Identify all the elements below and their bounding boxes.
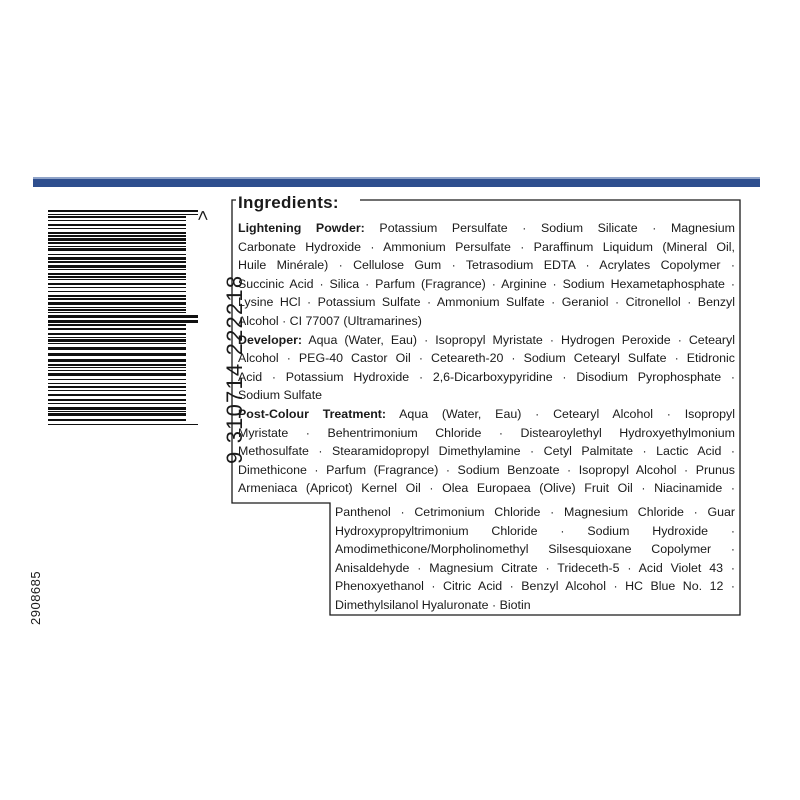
barcode-bar <box>48 419 186 421</box>
barcode-bar <box>48 403 186 404</box>
ingredient-section-label: Lightening Powder: <box>238 221 365 235</box>
barcode-bar <box>48 343 186 344</box>
barcode-bar <box>48 287 186 288</box>
barcode-bar <box>48 379 186 380</box>
barcode-bar <box>48 324 186 326</box>
barcode-bar <box>48 220 186 221</box>
barcode-bar <box>48 276 186 278</box>
ingredient-line: Lysine HCl · Potassium Sulfate · Ammonium Sulfate · Geraniol · Citronellol · Benzyl <box>238 295 735 310</box>
barcode-bar <box>48 283 186 285</box>
ingredient-line: Post-Colour Treatment: Aqua (Water, Eau) · Cetearyl Alcohol · Isopropyl <box>238 406 735 421</box>
barcode-bar <box>48 328 186 330</box>
barcode-bar <box>48 312 186 313</box>
barcode-bar <box>48 413 186 416</box>
barcode-bar <box>48 390 186 391</box>
barcode-bar <box>48 386 186 388</box>
barcode-bar <box>48 373 186 376</box>
barcode-bar <box>48 337 186 338</box>
barcode-bar <box>48 265 186 268</box>
ingredients-text-upper <box>238 219 735 498</box>
barcode-number-text: 9 310714 222218 <box>222 274 247 464</box>
barcode-bar <box>48 261 186 263</box>
barcode-arrow: > <box>192 210 213 221</box>
ingredient-section-label: Developer: <box>238 332 303 347</box>
barcode-bar <box>48 320 198 323</box>
ingredient-line: Alcohol · PEG-40 Castor Oil · Ceteareth-20 · Sodium Cetearyl Sulfate · Etidronic <box>238 351 735 366</box>
barcode-bar <box>48 254 186 255</box>
barcode-bar <box>48 224 186 226</box>
barcode-bars <box>48 210 198 432</box>
barcode-bar <box>48 353 186 356</box>
barcode-bar <box>48 364 186 366</box>
ingredient-line: Myristate · Behentrimonium Chloride · Distearoylethyl Hydroxyethylmonium <box>238 425 735 440</box>
product-code: 2908685 <box>28 570 43 625</box>
barcode-bar <box>48 383 186 384</box>
ingredient-line: Alcohol · CI 77007 (Ultramarines) <box>238 313 422 328</box>
barcode-bar <box>48 214 198 215</box>
ingredient-line: Hydroxypropyltrimonium Chloride · Sodium Hydroxide · <box>335 523 735 538</box>
barcode-bar <box>48 216 186 218</box>
barcode-bar <box>48 210 198 212</box>
barcode-bar <box>48 238 186 241</box>
barcode-bar <box>48 347 186 350</box>
barcode-bar <box>48 359 186 362</box>
barcode-number <box>190 206 247 466</box>
barcode-bar <box>48 367 186 368</box>
barcode-bar <box>48 232 186 234</box>
ingredients-title: Ingredients: <box>238 193 339 212</box>
ingredient-line: Acid · Potassium Hydroxide · 2,6-Dicarboxypyridine · Disodium Pyrophosphate · <box>238 369 735 384</box>
barcode-bar <box>48 235 186 237</box>
barcode-bar <box>48 315 198 318</box>
ingredient-line: Succinic Acid · Silica · Parfum (Fragrance) · Arginine · Sodium Hexametaphosphate · <box>238 276 735 291</box>
barcode-bar <box>48 298 186 300</box>
ingredient-line: Methosulfate · Stearamidopropyl Dimethylamine · Cetyl Palmitate · Lactic Acid · <box>238 444 735 459</box>
ingredient-line: Dimethicone · Parfum (Fragrance) · Sodium Benzoate · Isopropyl Alcohol · Prunus <box>238 462 735 477</box>
ingredient-line: Amodimethicone/Morpholinomethyl Silsesquioxane Copolymer · <box>335 542 735 557</box>
ingredient-line: Armeniaca (Apricot) Kernel Oil · Olea Europaea (Olive) Fruit Oil · Niacinamide · <box>238 481 735 496</box>
barcode-bar <box>48 248 186 251</box>
ingredients-text-lower <box>335 503 735 615</box>
barcode-bar <box>48 333 186 335</box>
ingredient-line: Panthenol · Cetrimonium Chloride · Magnesium Chloride · Guar <box>335 505 735 519</box>
barcode-bar <box>48 228 186 229</box>
barcode-bar <box>48 295 186 297</box>
ingredient-line: Dimethylsilanol Hyaluronate · Biotin <box>335 597 531 612</box>
barcode-bar <box>48 273 186 275</box>
barcode-bar <box>48 339 186 342</box>
barcode-bar <box>48 424 198 425</box>
barcode-bar <box>48 291 186 292</box>
barcode-bar <box>48 269 186 270</box>
barcode-bar <box>48 242 186 244</box>
ingredient-line: Anisaldehyde · Magnesium Citrate · Trideceth-5 · Acid Violet 43 · <box>335 560 735 575</box>
ingredient-line: Carbonate Hydroxide · Ammonium Persulfate · Paraffinum Liquidum (Mineral Oil, <box>238 239 735 254</box>
barcode-bar <box>48 411 186 412</box>
ingredient-section-label: Post-Colour Treatment: <box>238 406 387 421</box>
barcode-bar <box>48 279 186 280</box>
barcode-bar <box>48 407 186 410</box>
barcode-bar <box>48 302 186 305</box>
barcode-bar <box>48 307 186 308</box>
ingredient-line: Huile Minérale) · Cellulose Gum · Tetrasodium EDTA · Acrylates Copolymer · <box>238 258 735 273</box>
barcode-bar <box>48 309 186 311</box>
barcode-bar <box>48 246 186 247</box>
barcode-bar <box>48 370 186 371</box>
barcode-bar <box>48 399 186 401</box>
ingredient-line: Sodium Sulfate <box>238 388 323 403</box>
barcode-bar <box>48 394 186 396</box>
ingredient-line: Lightening Powder: Potassium Persulfate · Sodium Silicate · Magnesium <box>238 221 735 235</box>
ingredient-line: Phenoxyethanol · Citric Acid · Benzyl Alcohol · HC Blue No. 12 · <box>335 579 735 594</box>
barcode-bar <box>48 257 186 260</box>
ingredient-line: Developer: Aqua (Water, Eau) · Isopropyl Myristate · Hydrogen Peroxide · Cetearyl <box>238 332 735 347</box>
